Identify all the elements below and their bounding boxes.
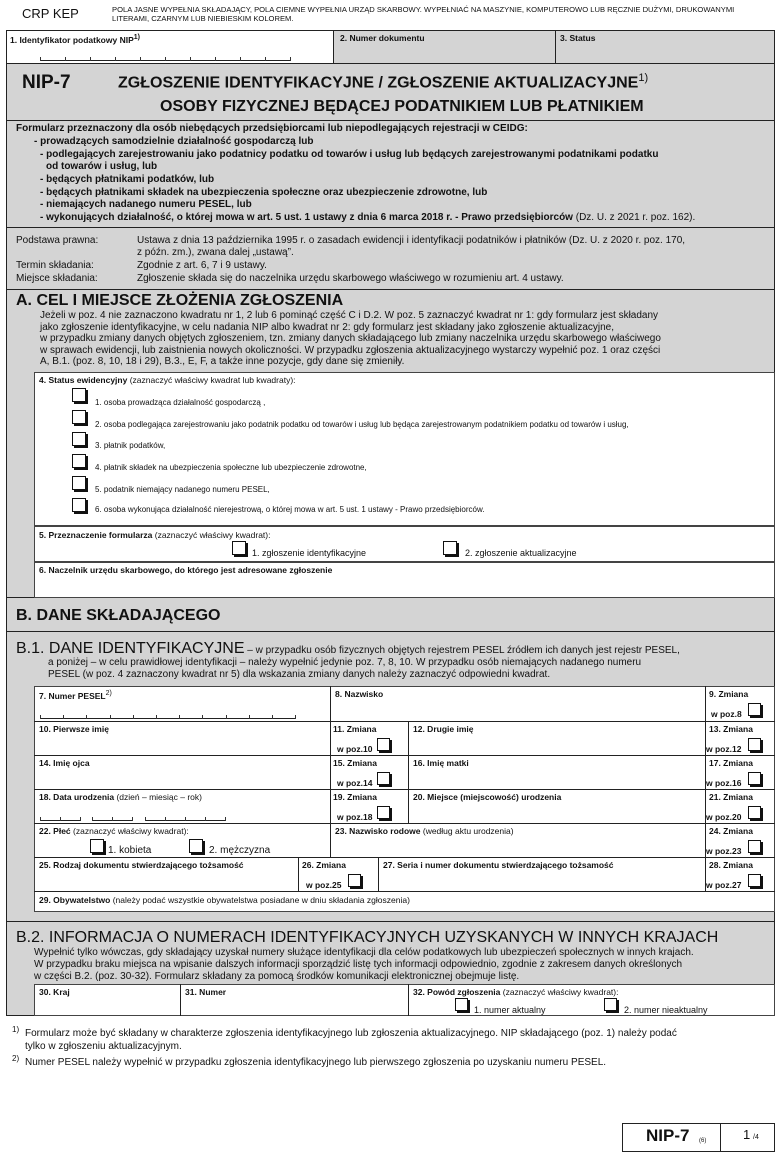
change-checkbox-12[interactable]: [748, 738, 761, 751]
digit-tick: [140, 57, 141, 61]
change-checkbox-23[interactable]: [748, 840, 761, 853]
change-label: 17. Zmiana: [709, 758, 753, 768]
section-a-text-line: jako zgłoszenie identyfikacyjne, w celu nadania NIP albo kwadrat nr 2: gdy formularz jest składany jako zgłoszenie aktualizacyjne,: [40, 321, 615, 333]
digit-tick: [265, 57, 266, 61]
status-field-hint: (zaznaczyć właściwy kwadrat lub kwadraty):: [127, 375, 296, 385]
form-series-label: CRP KEP: [22, 6, 79, 21]
status-option-3: 3. płatnik podatków,: [95, 441, 166, 450]
digit-tick: [65, 57, 66, 61]
intro-lead: Formularz przeznaczony dla osób niebędących przedsiębiorcami lub niepodlegających rejestracji w CEIDG:: [16, 123, 528, 134]
b1-heading: [16, 640, 680, 658]
purpose-option-update: 2. zgłoszenie aktualizacyjne: [465, 548, 577, 558]
b1-text-line: PESEL (w poz. 4 zaznaczony kwadrat nr 5) dla wskazania zmiany danych należy zaznaczyć odpowiedni kwadrat.: [48, 669, 551, 680]
second-name-label: 12. Drugie imię: [413, 724, 474, 734]
place-label: Miejsce składania:: [16, 273, 98, 284]
section-a-text-line: w przypadku zmiany danych objętych zgłoszeniem, tzn. zmiany danych składającego lub zmiany naczelnika urzędu skarbowego właściwego: [40, 333, 661, 344]
change-label: 9. Zmiana: [709, 689, 749, 699]
change-poz-label: w poz.14: [337, 778, 373, 788]
title-footnote-mark: 1): [638, 72, 649, 84]
sex-checkbox-female[interactable]: [90, 839, 104, 853]
intro-item: - będących płatnikami składek na ubezpieczenia społeczne oraz ubezpieczenie zdrowotne, lub: [40, 187, 488, 198]
purpose-checkbox-update[interactable]: [443, 541, 457, 555]
reason-checkbox-outdated[interactable]: [604, 998, 617, 1011]
digit-tick: [90, 57, 91, 61]
purpose-field: [34, 526, 775, 562]
maiden-name-hint: (według aktu urodzenia): [420, 826, 514, 836]
nip-field[interactable]: [6, 30, 334, 64]
change-checkbox-25[interactable]: [348, 874, 361, 887]
status-checkbox-2[interactable]: [72, 410, 86, 424]
status-checkbox-3[interactable]: [72, 432, 86, 446]
country-input[interactable]: [36, 997, 178, 1015]
citizenship-label: 29. Obywatelstwo: [39, 895, 111, 905]
change-label: 13. Zmiana: [709, 724, 753, 734]
mother-name-input[interactable]: [410, 769, 702, 788]
change-checkbox-10[interactable]: [377, 738, 390, 751]
change-checkbox-18[interactable]: [377, 806, 390, 819]
nip-field-label: 1. Identyfikator podatkowy NIP: [10, 34, 134, 45]
intro-item: - prowadzących samodzielnie działalność gospodarczą lub: [34, 136, 314, 147]
footer-page-total: /4: [753, 1134, 759, 1141]
digit-tick: [190, 57, 191, 61]
surname-label: 8. Nazwisko: [335, 689, 384, 699]
b1-text-line: – w przypadku osób fizycznych objętych rejestrem PESEL źródłem ich danych jest rejestr PESEL,: [244, 645, 680, 656]
change-label: 24. Zmiana: [709, 826, 753, 836]
purpose-checkbox-identification[interactable]: [232, 541, 246, 555]
change-checkbox-14[interactable]: [377, 772, 390, 785]
place-text: Zgłoszenie składa się do naczelnika urzędu skarbowego właściwego w rozumieniu art. 4 ustawy.: [137, 273, 564, 284]
purpose-field-label: 5. Przeznaczenie formularza: [39, 530, 153, 540]
digit-tick: [115, 57, 116, 61]
b2-text-line: W przypadku braku miejsca na wpisanie dalszych informacji sporządzić listę tych informacji odpowiednio, zgodnie z zakresem danych określonych: [34, 959, 683, 970]
digit-tick: [215, 57, 216, 61]
change-label: 15. Zmiana: [333, 758, 377, 768]
section-a-text-line: A, B.1. (poz. 8, 10, 18 i 29), B.3., E, F, a także inne pozycje, gdy dane się zmieniły.: [40, 356, 405, 367]
change-poz-label: w poz.23: [706, 846, 742, 856]
b1-text-line: a poniżej – w celu prawidłowej identyfikacji – należy wypełnić jedynie poz. 7, 8, 10. W przypadku osób niemających nadanego numeru: [48, 657, 642, 668]
change-label: 26. Zmiana: [302, 860, 346, 870]
maiden-name-input[interactable]: [332, 837, 702, 856]
digit-tick: [240, 57, 241, 61]
change-checkbox-27[interactable]: [748, 874, 761, 887]
digit-tick: [290, 57, 291, 61]
status-checkbox-1[interactable]: [72, 388, 86, 402]
pesel-label: 7. Numer PESEL: [39, 690, 106, 701]
maiden-name-label: 23. Nazwisko rodowe: [335, 826, 421, 836]
footnote-1-text: tylko w zgłoszeniu aktualizacyjnym.: [25, 1041, 182, 1052]
change-poz-label: w poz.18: [337, 812, 373, 822]
birth-place-label: 20. Miejsce (miejscowość) urodzenia: [413, 792, 562, 802]
status-option-4: 4. płatnik składek na ubezpieczenia społeczne lub ubezpieczenie zdrowotne,: [95, 463, 367, 472]
fill-instruction: POLA JASNE WYPEŁNIA SKŁADAJĄCY, POLA CIEMNE WYPEŁNIA URZĄD SKARBOWY. WYPEŁNIAĆ NA MASZYNIE, KOMPUTEROWO LUB RĘCZNIE DUŻYMI, DRUKOWANYMI LITERAMI, CZARNYM LUB NIEBIESKIM KOLOREM.: [112, 5, 735, 23]
father-name-input[interactable]: [36, 769, 328, 788]
document-number-label: 2. Numer dokumentu: [340, 33, 425, 43]
section-a-text-line: Jeżeli w poz. 4 nie zaznaczono kwadratu nr 1, 2 lub 6 pominąć część C i D.2. W poz. 5 zaznaczyć kwadrat nr 1: gdy formularz jest składany: [40, 310, 659, 321]
first-name-input[interactable]: [36, 735, 328, 754]
change-checkbox-16[interactable]: [748, 772, 761, 785]
status-checkbox-4[interactable]: [72, 454, 86, 468]
citizenship-hint: (należy podać wszystkie obywatelstwa posiadane w dniu składania zgłoszenia): [110, 895, 410, 905]
digit-tick: [165, 57, 166, 61]
b2-text-line: Wypełnić tylko wówczas, gdy składający uzyskał numery służące identyfikacji dla celów podatkowych lub ubezpieczeń społecznych w innych krajach.: [34, 947, 694, 958]
digit-tick: [40, 57, 41, 61]
reason-checkbox-current[interactable]: [455, 998, 468, 1011]
status-field-label: 4. Status ewidencyjny: [39, 375, 128, 385]
footer-version: (6): [699, 1138, 707, 1144]
intro-item-text: - wykonujących działalność, o której mowa w art. 5 ust. 1 ustawy z dnia 6 marca 2018 r. - Prawo przedsiębiorców: [40, 212, 573, 223]
change-poz-label: w poz.25: [306, 880, 342, 890]
section-a-instructions: [40, 310, 768, 368]
intro-item: od towarów i usług, lub: [46, 161, 158, 172]
change-checkbox-8[interactable]: [748, 703, 761, 716]
footnote-2-mark: 2): [12, 1054, 20, 1063]
surname-input[interactable]: [332, 700, 702, 720]
section-a-title: A. CEL I MIEJSCE ZŁOŻENIA ZGŁOSZENIA: [16, 292, 344, 309]
purpose-field-hint: (zaznaczyć właściwy kwadrat):: [152, 530, 271, 540]
sex-option-female: 1. kobieta: [108, 845, 152, 856]
intro-item: - podlegających zarejestrowaniu jako podatnicy podatku od towarów i usług lub będących zarejestrowanymi podatnikami podatku: [40, 149, 659, 160]
status-label: 3. Status: [560, 33, 596, 43]
country-label: 30. Kraj: [39, 987, 70, 997]
change-checkbox-20[interactable]: [748, 806, 761, 819]
status-checkbox-5[interactable]: [72, 476, 86, 490]
footnote-1-text: Formularz może być składany w charakterze zgłoszenia identyfikacyjnego lub zgłoszenia aktualizacyjnego. NIP składającego (poz. 1) należy podać: [25, 1028, 677, 1039]
sex-option-male: 2. mężczyzna: [209, 845, 271, 856]
foreign-number-label: 31. Numer: [185, 987, 227, 997]
basis-label: Podstawa prawna:: [16, 235, 99, 246]
change-poz-label: w poz.16: [706, 778, 742, 788]
pesel-input[interactable]: [36, 700, 326, 720]
footnote-2-text: Numer PESEL należy wypełnić w przypadku zgłoszenia identyfikacyjnego lub pierwszego zgłoszenia po uzyskaniu numeru PESEL.: [25, 1057, 607, 1068]
change-label: 11. Zmiana: [333, 724, 377, 734]
status-option-1: 1. osoba prowadząca działalność gospodarczą ,: [95, 398, 266, 407]
second-name-input[interactable]: [410, 735, 702, 754]
basis-text: Ustawa z dnia 13 października 1995 r. o zasadach ewidencji i identyfikacji podatników i płatników (Dz. U. z 2020 r. poz. 170,: [137, 235, 686, 246]
change-poz-label: w poz.10: [337, 744, 373, 754]
title-line1-text: ZGŁOSZENIE IDENTYFIKACYJNE / ZGŁOSZENIE AKTUALIZACYJNE: [118, 74, 639, 92]
footer-form-code: NIP-7: [646, 1126, 690, 1145]
reason-option-current: 1. numer aktualny: [474, 1005, 546, 1015]
sex-label: 22. Płeć: [39, 826, 71, 836]
change-label: 28. Zmiana: [709, 860, 753, 870]
change-poz-label: w poz.27: [706, 880, 742, 890]
status-checkbox-6[interactable]: [72, 498, 86, 512]
deadline-label: Termin składania:: [16, 260, 94, 271]
basis-text: z późn. zm.), zwana dalej „ustawą”.: [137, 247, 294, 258]
tax-office-label: 6. Naczelnik urzędu skarbowego, do którego jest adresowane zgłoszenie: [39, 565, 333, 575]
change-poz-label: w poz.20: [706, 812, 742, 822]
intro-item-last: [40, 212, 695, 223]
intro-item: - niemających nadanego numeru PESEL, lub: [40, 199, 252, 210]
footnote-1-mark: 1): [12, 1025, 20, 1034]
b1-title: B.1. DANE IDENTYFIKACYJNE: [16, 640, 245, 657]
sex-checkbox-male[interactable]: [189, 839, 203, 853]
intro-item: - będących płatnikami podatków, lub: [40, 174, 215, 185]
reason-hint: (zaznaczyć właściwy kwadrat):: [500, 987, 619, 997]
birth-date-label: 18. Data urodzenia: [39, 792, 115, 802]
first-name-label: 10. Pierwsze imię: [39, 724, 109, 734]
change-poz-label: w poz.12: [706, 744, 742, 754]
father-name-label: 14. Imię ojca: [39, 758, 90, 768]
birth-place-input[interactable]: [410, 803, 702, 822]
tax-office-field[interactable]: [34, 562, 775, 598]
status-option-6: 6. osoba wykonująca działalność nierejestrową, o której mowa w art. 5 ust. 1 ustawy - Prawo przedsiębiorców.: [95, 505, 485, 514]
id-document-number-label: 27. Seria i numer dokumentu stwierdzającego tożsamość: [383, 860, 614, 870]
id-document-type-label: 25. Rodzaj dokumentu stwierdzającego tożsamość: [39, 860, 244, 870]
change-label: 19. Zmiana: [333, 792, 377, 802]
foreign-number-input[interactable]: [182, 997, 406, 1015]
form-title-line1: [118, 72, 648, 92]
deadline-text: Zgodnie z art. 6, 7 i 9 ustawy.: [137, 260, 267, 271]
reason-label: 32. Powód zgłoszenia: [413, 987, 501, 997]
footer-page-number: 1: [743, 1127, 751, 1142]
section-a-text-line: w sprawach ewidencji, lub zaistnienia nowych okoliczności. W przypadku zgłoszenia aktualizacyjnego wystarczy wypełnić poz. 1 oraz części: [40, 344, 661, 356]
purpose-option-identification: 1. zgłoszenie identyfikacyjne: [252, 548, 367, 558]
form-title-line2: OSOBY FIZYCZNEJ BĘDĄCEJ PODATNIKIEM LUB PŁATNIKIEM: [160, 98, 644, 115]
b2-text-line: w części B.2. (poz. 30-32). Formularz składany za pomocą środków komunikacji elektronicznej obejmuje listę.: [34, 971, 520, 982]
id-document-number-input[interactable]: [380, 871, 702, 890]
section-b-title: B. DANE SKŁADAJĄCEGO: [16, 607, 221, 624]
id-document-type-input[interactable]: [36, 871, 296, 890]
sex-hint: (zaznaczyć właściwy kwadrat):: [70, 826, 189, 836]
reason-option-outdated: 2. numer nieaktualny: [624, 1005, 708, 1015]
mother-name-label: 16. Imię matki: [413, 758, 469, 768]
birth-date-input[interactable]: [36, 803, 328, 822]
status-option-2: 2. osoba podlegająca zarejestrowaniu jako podatnik podatku od towarów i usług lub będąca zarejestrowanym podatnikiem podatku od towarów i usług,: [95, 420, 629, 429]
change-poz-label: w poz.8: [711, 709, 742, 719]
form-code: NIP-7: [22, 72, 71, 93]
pesel-footnote-mark: 2): [105, 690, 112, 697]
status-option-5: 5. podatnik niemający nadanego numeru PESEL,: [95, 485, 270, 494]
b2-title: B.2. INFORMACJA O NUMERACH IDENTYFIKACYJNYCH UZYSKANYCH W INNYCH KRAJACH: [16, 929, 719, 946]
citizenship-input[interactable]: [36, 905, 773, 912]
birth-date-hint: (dzień – miesiąc – rok): [114, 792, 202, 802]
nip-footnote-mark: 1): [133, 34, 140, 41]
intro-item-citation: (Dz. U. z 2021 r. poz. 162).: [572, 212, 696, 223]
change-label: 21. Zmiana: [709, 792, 753, 802]
